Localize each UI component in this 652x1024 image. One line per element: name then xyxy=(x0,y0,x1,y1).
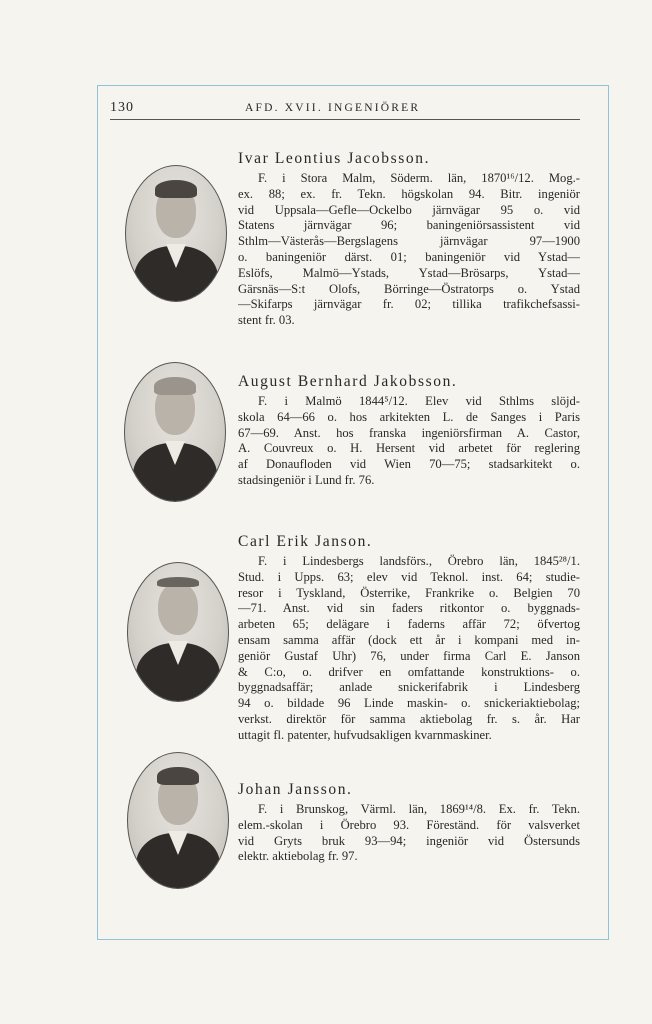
entry xyxy=(238,781,580,865)
entry-text-line: Gärsnäs—S:t Olofs, Börringe—Östratorps o. Ystad xyxy=(238,281,580,296)
portrait-carl-janson xyxy=(127,562,229,702)
page-number: 130 xyxy=(110,100,134,115)
entry-text-line: stadsingeniör i Lund fr. 76. xyxy=(238,472,375,487)
entry xyxy=(238,533,580,744)
entry-text-line: elektr. aktiebolag fr. 97. xyxy=(238,849,358,864)
entry-text-line: —71. Anst. vid sin faders ritkontor o. byggnads- xyxy=(238,601,580,616)
entry-text-line: & C:o, o. drifver en omfattande konstruktions- o. xyxy=(238,664,580,679)
entry-text-line: byggnadsaffär; anlade snickerifabrik i Lindesberg xyxy=(238,680,580,695)
entry-name: Ivar Leontius Jacobsson. xyxy=(238,150,431,167)
entry-text-line: Statens järnvägar 96; baningeniörsassistent vid xyxy=(238,218,580,233)
entry-text-line: Sthlm—Västerås—Bergslagens järnvägar 97—1900 xyxy=(238,234,580,249)
entry-text-line: geniör Gustaf Uhr) 76, under firma Carl E. Janson xyxy=(238,648,580,663)
entry-text-line: F. i Stora Malm, Söderm. län, 1870¹⁶/12. Mog.- xyxy=(258,171,580,185)
entry-text-line: Stud. i Upps. 63; elev vid Teknol. inst. 64; studie- xyxy=(238,569,580,584)
portrait-johan-jansson xyxy=(127,752,229,889)
entry-text-line: F. i Malmö 1844⁵/12. Elev vid Sthlms slöjd- xyxy=(258,394,580,408)
entry-name: August Bernhard Jakobsson. xyxy=(238,373,458,390)
entry-text-line: skola 64—66 o. hos arkitekten L. de Sanges i Paris xyxy=(238,409,580,424)
entry-text-line: vid Uppsala—Gefle—Ockelbo järnvägar 95 o. vid xyxy=(238,202,580,217)
entry-text-line: ensam samma affär (dock ett år i kompani med in- xyxy=(238,632,580,647)
running-header: AFD. XVII. INGENIÖRER xyxy=(245,102,421,114)
entry-text-line: uttagit fl. patenter, hufvudsakligen kvarnmaskiner. xyxy=(238,727,492,742)
entry xyxy=(238,150,580,329)
entry-text-line: F. i Lindesbergs landsförs., Örebro län, 1845²⁸/1. xyxy=(258,554,580,568)
entry-text-line: —Skifarps järnvägar fr. 02; tillika trafikchefsassi- xyxy=(238,297,580,312)
entry-text-line: A. Couvreux o. H. Hersent vid arbetet för reglering xyxy=(238,441,580,456)
entry-text-line: 94 o. bildade 96 Linde maskin- o. snickeriaktiebolag; xyxy=(238,696,580,711)
entry-text-line: arbeten 65; delägare i faderns affär 72; öfvertog xyxy=(238,617,580,632)
portrait-august-jakobsson xyxy=(124,362,226,502)
entry-text-line: 67—69. Anst. hos franska ingeniörsfirman A. Castor, xyxy=(238,425,580,440)
entry-text-line: elem.-skolan i Örebro 93. Föreständ. för valsverket xyxy=(238,817,580,832)
entry-name: Johan Jansson. xyxy=(238,781,353,798)
entry xyxy=(238,373,580,489)
entry-text-line: stent fr. 03. xyxy=(238,313,295,328)
entry-text-line: ex. 88; ex. fr. Tekn. högskolan 94. Bitr. ingeniör xyxy=(238,186,580,201)
entry-text-line: F. i Brunskog, Värml. län, 1869¹⁴/8. Ex. fr. Tekn. xyxy=(258,802,580,816)
entry-text-line: vid Gryts bruk 93—94; ingeniör vid Östersunds xyxy=(238,833,580,848)
entry-text-line: Eslöfs, Malmö—Ystads, Ystad—Brösarps, Ystad— xyxy=(238,265,580,280)
header-rule xyxy=(110,119,580,120)
entry-text-line: resor i Tyskland, Österrike, Frankrike o. Belgien 70 xyxy=(238,585,580,600)
entry-text-line: af Donaufloden vid Wien 70—75; stadsarkitekt o. xyxy=(238,457,580,472)
entry-text-line: verkst. direktör för samma aktiebolag fr. s. år. Har xyxy=(238,711,580,726)
portrait-ivar-jacobsson xyxy=(125,165,227,302)
entry-name: Carl Erik Janson. xyxy=(238,533,373,550)
entry-text-line: o. baningeniör därst. 01; baningeniör vid Ystad— xyxy=(238,249,580,264)
